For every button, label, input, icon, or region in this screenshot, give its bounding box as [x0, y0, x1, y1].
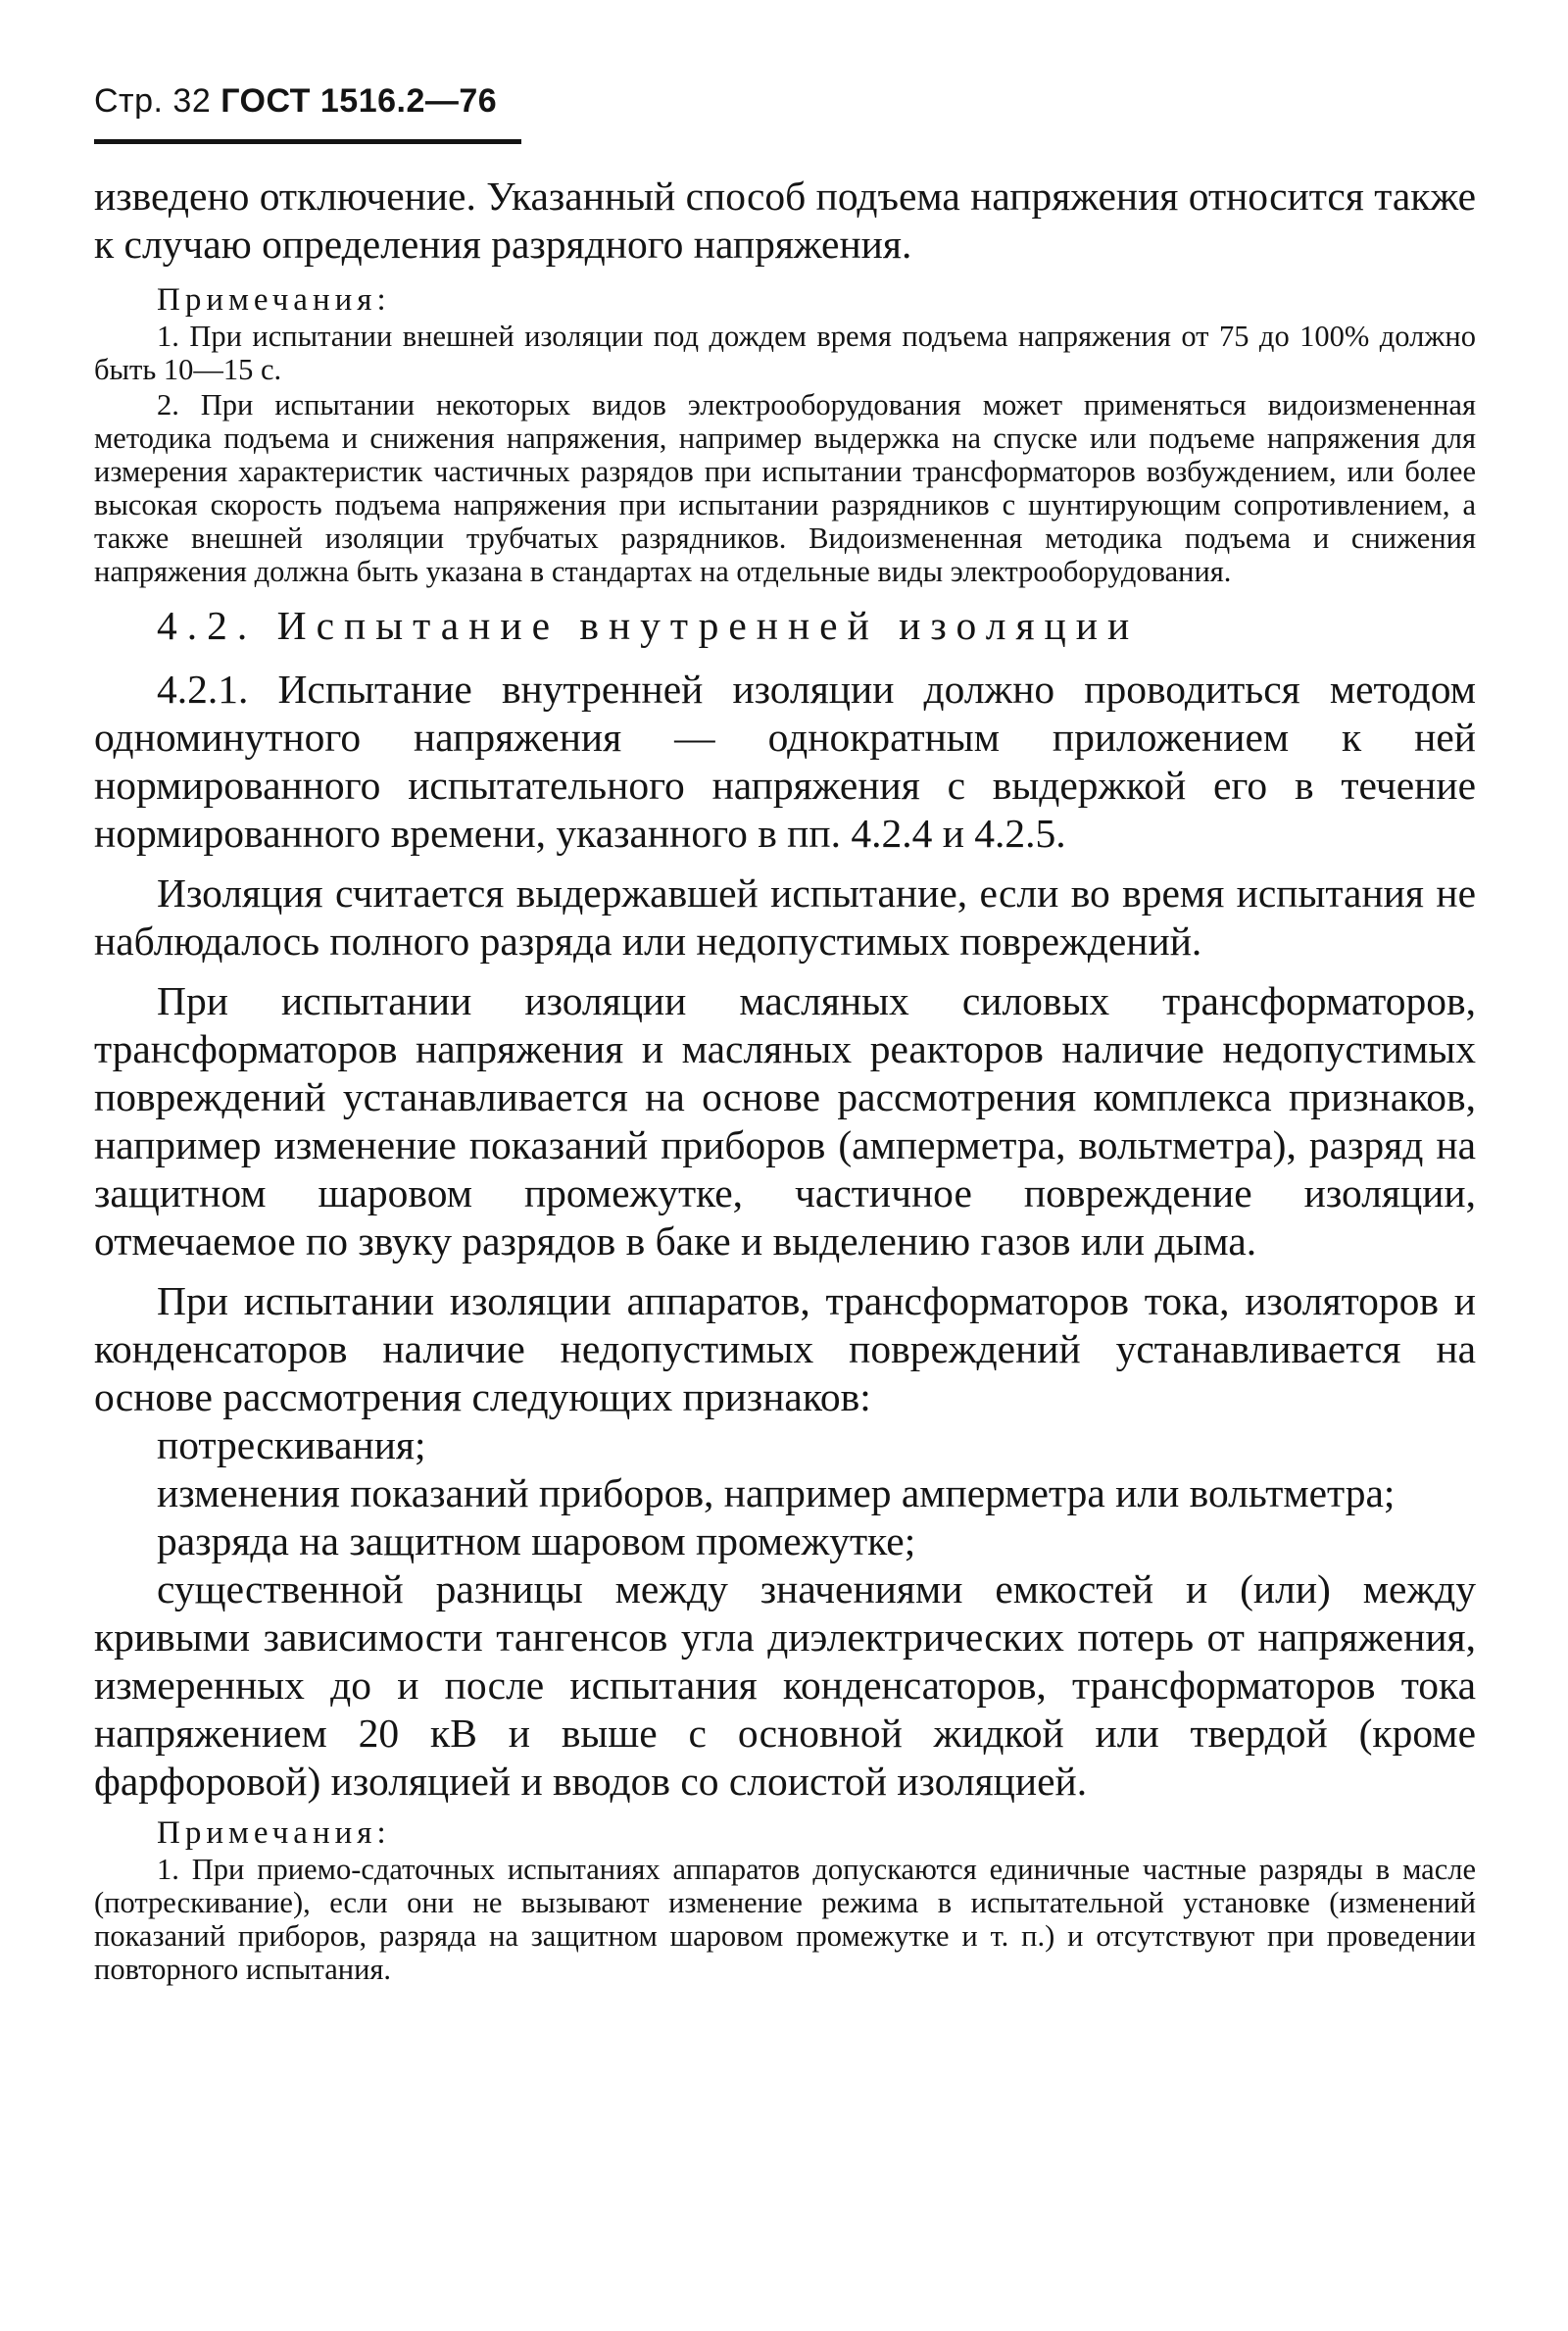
intro-paragraph: изведено отключение. Указанный способ подъема напряжения относится также к случаю определения разрядного напряжения.: [94, 174, 1477, 267]
document-body: [94, 173, 1476, 1986]
signs-list: [94, 1421, 1476, 1806]
body-paragraph: При испытании изоляции масляных силовых трансформаторов, трансформаторов напряжения и масляных реакторов наличие недопустимых повреждений устанавливается на основе рассмотрения комплекса признаков, например изменение показаний приборов (амперметра, вольтметра), разряд на защитном шаровом промежутке, частичное повреждение изоляции, отмечаемое по звуку разрядов в баке и выделению газов или дыма.: [94, 978, 1476, 1264]
list-item: изменения показаний приборов, например амперметра или вольтметра;: [157, 1470, 1396, 1515]
section-heading: 4.2. Испытание внутренней изоляции: [157, 603, 1140, 648]
note-item: 2. При испытании некоторых видов электрооборудования может применяться видоизмененная методика подъема и снижения напряжения, например выдержка на спуске или подъеме напряжения для измерения характеристик частичных разрядов при испытании трансформаторов возбуждением, или более высокая скорость подъема напряжения при испытании разрядников с шунтирующим сопротивлением, а также внешней изоляции трубчатых разрядников. Видоизмененная методика подъема и снижения напряжения должна быть указана в стандартах на отдельные виды электрооборудования.: [94, 388, 1476, 588]
notes-title: Примечания:: [157, 282, 391, 318]
notes-block-2: [94, 1813, 1476, 1986]
list-item: разряда на защитном шаровом промежутке;: [157, 1518, 916, 1563]
body-paragraph: Изоляция считается выдержавшей испытание, если во время испытания не наблюдалось полного разряда или недопустимых повреждений.: [94, 870, 1476, 964]
clause-4-2-1: 4.2.1. Испытание внутренней изоляции должно проводиться методом одноминутного напряжения — однократным приложением к ней нормированного испытательного напряжения с выдержкой его в течение нормированного времени, указанного в пп. 4.2.4 и 4.2.5.: [94, 667, 1476, 856]
note-item: 1. При приемо-сдаточных испытаниях аппаратов допускаются единичные частные разряды в масле (потрескивание), если они не вызывают изменение режима в испытательной установке (изменений показаний приборов, разряда на защитном шаровом промежутке и т. п.) и отсутствуют при проведении повторного испытания.: [94, 1853, 1476, 1986]
page-number: Стр. 32: [94, 82, 212, 120]
list-item: потрескивания;: [157, 1422, 426, 1467]
list-item: существенной разницы между значениями емкостей и (или) между кривыми зависимости тангенсов угла диэлектрических потерь от напряжения, измеренных до и после испытания конденсаторов, трансформаторов тока напряжением 20 кВ и выше с основной жидкой или твердой (кроме фарфоровой) изоляцией и вводов со слоистой изоляцией.: [94, 1566, 1476, 1804]
header-rule: [94, 139, 521, 144]
body-paragraph: При испытании изоляции аппаратов, трансформаторов тока, изоляторов и конденсаторов наличие недопустимых повреждений устанавливается на основе рассмотрения следующих признаков:: [94, 1278, 1476, 1419]
notes-block-1: [94, 280, 1476, 588]
page-header: [94, 82, 497, 121]
notes-title: Примечания:: [157, 1815, 391, 1851]
standard-code: ГОСТ 1516.2—76: [220, 82, 498, 120]
note-item: 1. При испытании внешней изоляции под дождем время подъема напряжения от 75 до 100% должно быть 10—15 с.: [94, 320, 1476, 386]
